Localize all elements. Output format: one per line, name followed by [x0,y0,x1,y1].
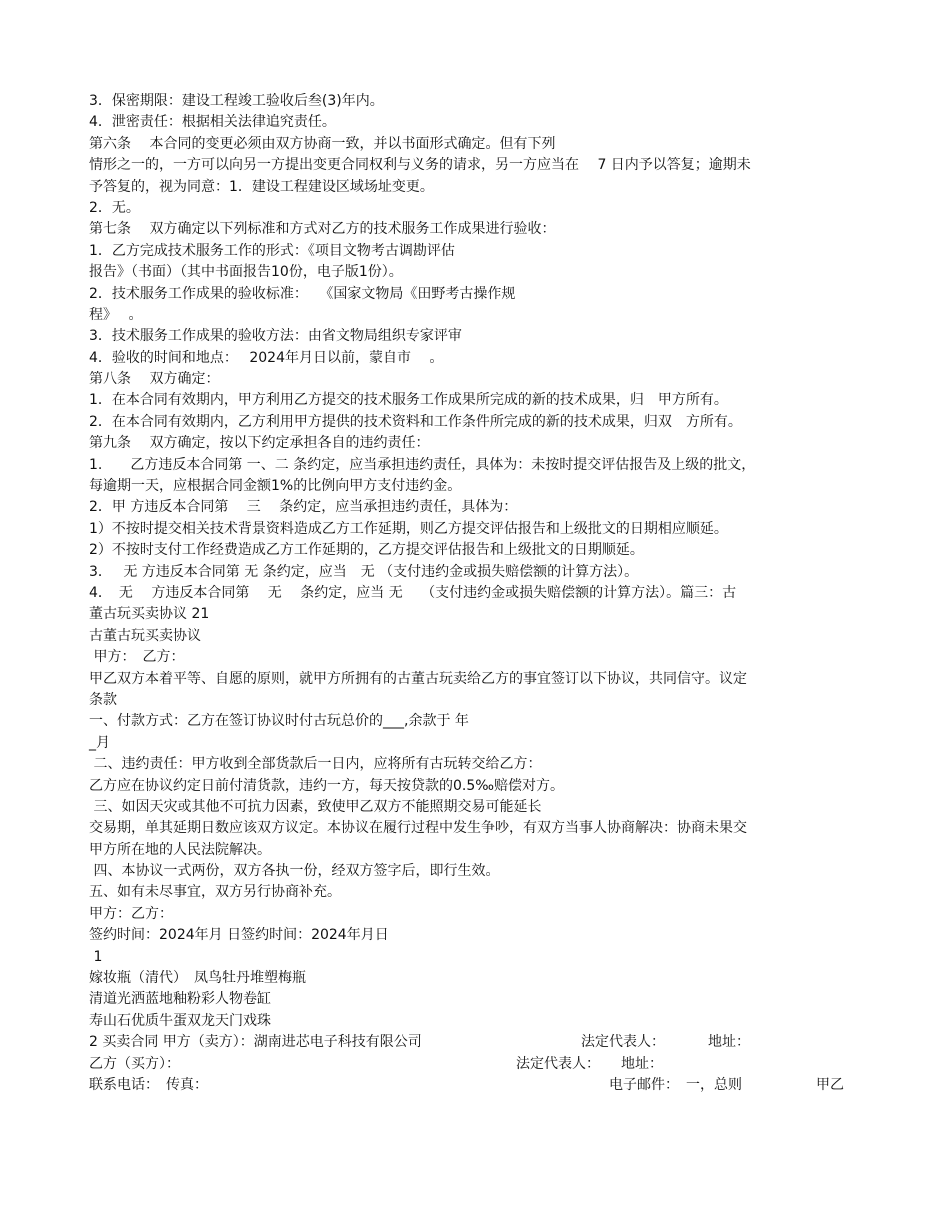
contact-phone-fax-label: 联系电话： 传真： [89,1076,208,1093]
text-line: 一、付款方式：乙方在签订协议时付古玩总价的___,余款于 年 [89,713,469,730]
text-line: 甲乙双方本着平等、自愿的原则，就甲方所拥有的古董古玩卖给乙方的事宜签订以下协议，共同信守。议定 [89,670,747,687]
text-line: 乙方应在协议约定日前付清货款，违约一方，每天按贷款的0.5‰赔偿对方。 [89,777,565,794]
text-line: 报告》（书面）（其中书面报告10份，电子版1份）。 [89,264,403,281]
text-line: 甲方： 乙方： [89,649,185,666]
text-line: 寿山石优质牛蛋双龙天门戏珠 [89,1012,271,1029]
text-line: 甲方：乙方： [89,905,173,922]
text-line: 嫁妆瓶（清代） 凤鸟牡丹堆塑梅瓶 [89,970,306,987]
text-line: 第九条 双方确定，按以下约定承担各自的违约责任： [89,435,430,452]
text-line: 4．验收的时间和地点： 2024年月日以前，蒙自市 。 [89,349,444,366]
text-line: 五、如有未尽事宜，双方另行协商补充。 [89,884,341,901]
document-body [89,91,869,1032]
text-line: 第八条 双方确定： [89,371,220,388]
text-line: 3．技术服务工作成果的验收方法：由省文物局组织专家评审 [89,328,462,345]
text-line: 1. 乙方违反本合同第 一、二 条约定，应当承担违约责任，具体为：未按时提交评估报告及上级的批文， [89,456,756,473]
text-line: 4． 无 方违反本合同第 无 条约定，应当 无 （支付违约金或损失赔偿额的计算方法）。篇三：古 [89,584,737,601]
text-line: 予答复的，视为同意：1．建设工程建设区域场址变更。 [89,178,434,195]
buyer-party-text: 乙方（买方）： [89,1055,180,1072]
text-line: 三、如因天灾或其他不可抗力因素，致使甲乙双方不能照期交易可能延长 [89,798,542,815]
document-page [89,91,869,1096]
text-line: 1 [89,948,103,965]
text-line: 2．在本合同有效期内，乙方利用甲方提供的技术资料和工作条件所完成的新的技术成果，归双 方所有。 [89,413,742,430]
text-line: 3．保密期限：建设工程竣工验收后叁(3)年内。 [89,93,384,109]
seller-address-label: 地址： [708,1034,750,1051]
seller-party-text: 2 买卖合同 甲方（卖方）：湖南进芯电子科技有限公司 [89,1034,422,1051]
text-line: 四、本协议一式两份，双方各执一份，经双方签字后，即行生效。 [89,863,500,880]
text-line: 董古玩买卖协议 21 [89,606,210,623]
text-line: 交易期，单其延期日数应该双方议定。本协议在履行过程中发生争吵，有双方当事人协商解决：协商未果交 [89,820,747,837]
text-line: _月 [89,734,110,751]
text-line: 清道光洒蓝地釉粉彩人物卷缸 [89,991,271,1008]
text-line: 2．甲 方违反本合同第 三 条约定，应当承担违约责任，具体为： [89,499,518,516]
text-line: 1．在本合同有效期内，甲方利用乙方提交的技术服务工作成果所完成的新的技术成果，归 甲方所有。 [89,392,728,409]
text-line: 甲方所在地的人民法院解决。 [89,841,271,858]
text-line: 第六条 本合同的变更必须由双方协商一致，并以书面形式确定。但有下列 [89,135,556,152]
contact-info-row [89,1075,869,1096]
text-line: 每逾期一天，应根据合同金额1%的比例向甲方支付违约金。 [89,478,462,495]
text-line: 程》 。 [89,306,143,323]
email-general-label: 电子邮件： 一，总则 [609,1076,742,1093]
text-line: 古董古玩买卖协议 [89,627,201,644]
buyer-info-row [89,1054,869,1075]
seller-legal-rep-label: 法定代表人： [581,1034,665,1051]
text-line: 4．泄密责任：根据相关法律追究责任。 [89,114,336,131]
text-line: 1）不按时提交相关技术背景资料造成乙方工作延期，则乙方提交评估报告和上级批文的日期相应顺延。 [89,520,728,537]
text-line: 第七条 双方确定以下列标准和方式对乙方的技术服务工作成果进行验收： [89,221,556,238]
text-line: 1．乙方完成技术服务工作的形式：《项目文物考古调勘评估 [89,242,455,259]
text-line: 2．无。 [89,199,140,216]
text-line: 条款 [89,691,117,708]
text-line: 情形之一的，一方可以向另一方提出变更合同权利与义务的请求，另一方应当在 7 日内予以答复；逾期未 [89,157,751,174]
buyer-address-label: 地址： [621,1055,663,1072]
text-line: 2）不按时支付工作经费造成乙方工作延期的，乙方提交评估报告和上级批文的日期顺延。 [89,542,644,559]
seller-info-row [89,1032,869,1053]
buyer-legal-rep-label: 法定代表人： [516,1055,600,1072]
text-line: 3． 无 方违反本合同第 无 条约定，应当 无 （支付违约金或损失赔偿额的计算方法）。 [89,563,639,580]
party-ab-text: 甲乙 [816,1076,844,1093]
text-line: 2．技术服务工作成果的验收标准： 《国家文物局《田野考古操作规 [89,285,516,302]
text-line: 签约时间：2024年月 日签约时间：2024年月日 [89,927,389,944]
text-line: 二、违约责任：甲方收到全部货款后一日内，应将所有古玩转交给乙方： [89,756,542,773]
